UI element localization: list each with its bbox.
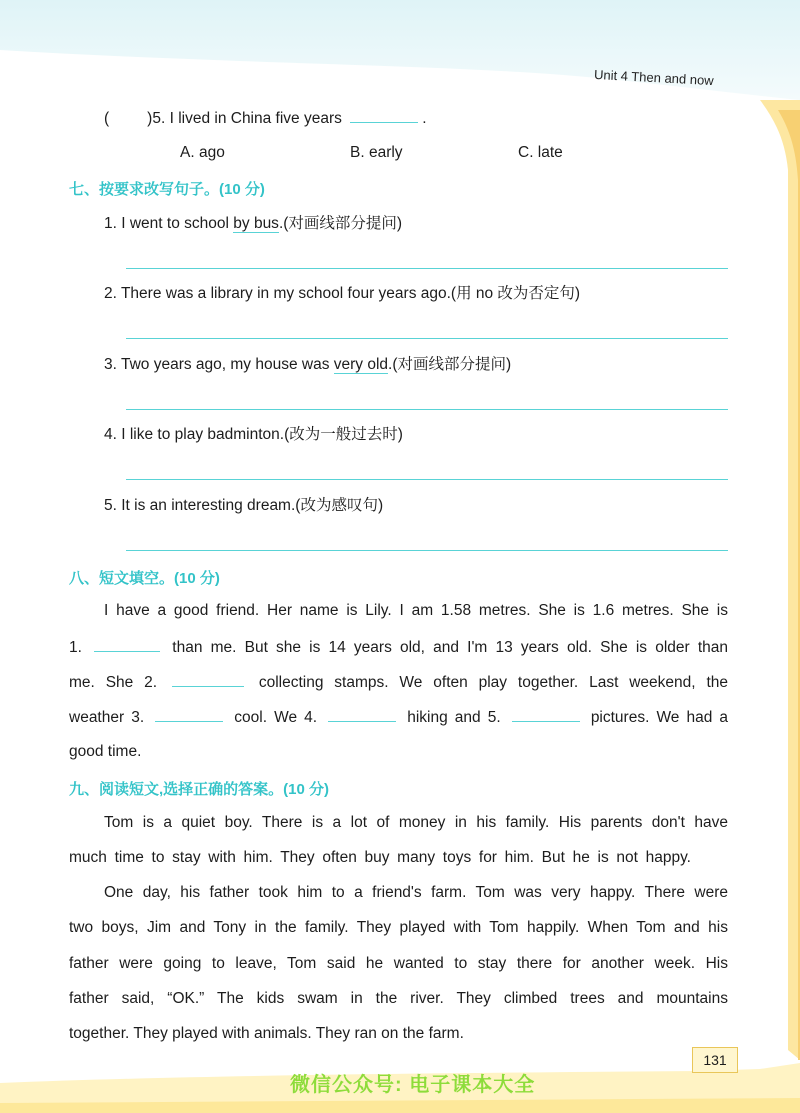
question-number: )5.: [147, 110, 166, 127]
blank-5[interactable]: [512, 707, 580, 722]
item-number: 5.: [104, 497, 117, 514]
passage-line-2: [69, 637, 728, 658]
reading-line-4: two boys, Jim and Tony in the family. They played with Tom happily. When Tom and his: [69, 919, 728, 936]
page-number: 131: [692, 1047, 738, 1073]
reading-line-1: Tom is a quiet boy. There is a lot of money in his family. His parents don't have: [104, 814, 728, 831]
reading-line-2: much time to stay with him. They often buy many toys for him. But he is not happy.: [69, 849, 691, 866]
reading-line-7: together. They played with animals. They ran on the farm.: [69, 1025, 464, 1042]
item-text: I like to play badminton.(改为一般过去时): [121, 426, 403, 443]
answer-line-4[interactable]: [126, 479, 728, 480]
item-number: 2.: [104, 285, 117, 302]
passage-text: pictures. We had a: [590, 709, 729, 726]
item-text: There was a library in my school four years ago.(用 no 改为否定句): [120, 285, 581, 302]
passage-line-4: [69, 707, 728, 728]
blank-2[interactable]: [172, 672, 244, 687]
watermark: 微信公众号: 电子课本大全: [290, 1074, 536, 1096]
header-wave-decoration: [0, 0, 800, 110]
reading-line-6: father said, “OK.” The kids swam in the river. They climbed trees and mountains: [69, 990, 728, 1007]
item-number: 1.: [104, 215, 117, 232]
option-c[interactable]: C. late: [518, 144, 563, 161]
item-instruction: .(对画线部分提问): [278, 215, 403, 232]
item-text: Two years ago, my house was: [120, 356, 334, 373]
option-b[interactable]: B. early: [350, 144, 403, 161]
item-number: 3.: [104, 356, 117, 373]
passage-text: cool. We 4.: [234, 709, 318, 726]
question-end: .: [422, 110, 427, 127]
passage-line-5: good time.: [69, 743, 142, 760]
answer-blank[interactable]: [350, 108, 418, 123]
item-instruction: .(对画线部分提问): [388, 356, 512, 373]
unit-header: Unit 4 Then and now: [593, 66, 715, 89]
page-edge-decoration: [740, 0, 800, 1113]
passage-text: me. She 2.: [69, 674, 158, 691]
passage-text: hiking and 5.: [407, 709, 501, 726]
answer-paren-open: (: [104, 110, 110, 127]
answer-line-1[interactable]: [126, 268, 728, 269]
passage-line-3: [69, 672, 728, 693]
passage-line-1: I have a good friend. Her name is Lily. I am 1.58 metres. She is 1.6 metres. She is: [104, 602, 728, 619]
section-7-title: 七、按要求改写句子。(10 分): [69, 181, 265, 198]
reading-line-5: father were going to leave, Tom said he wanted to stay there for another week. His: [69, 955, 728, 972]
item-text: I went to school: [121, 215, 234, 232]
blank-3[interactable]: [155, 707, 223, 722]
answer-line-2[interactable]: [126, 338, 728, 339]
passage-text: collecting stamps. We often play together. Last weekend, the: [258, 674, 729, 691]
section-8-title: 八、短文填空。(10 分): [69, 570, 220, 587]
answer-line-5[interactable]: [126, 550, 728, 551]
underlined-phrase: very old: [333, 356, 389, 373]
passage-text: than me. But she is 14 years old, and I'm 13 years old. She is older than: [172, 639, 729, 656]
blank-number: 1.: [69, 639, 82, 656]
question-text: I lived in China five years: [169, 110, 342, 127]
reading-line-3: One day, his father took him to a friend's farm. Tom was very happy. There were: [104, 884, 728, 901]
rewrite-item-2: [104, 284, 724, 304]
option-a[interactable]: A. ago: [180, 144, 225, 161]
blank-1[interactable]: [94, 637, 160, 652]
answer-line-3[interactable]: [126, 409, 728, 410]
item-text: It is an interesting dream.(改为感叹句): [121, 497, 384, 514]
item-number: 4.: [104, 426, 117, 443]
question-6-5: [104, 108, 464, 129]
underlined-phrase: by bus: [233, 215, 279, 232]
rewrite-item-1: [104, 214, 724, 234]
rewrite-item-4: [104, 425, 724, 445]
blank-4[interactable]: [328, 707, 396, 722]
rewrite-item-5: [104, 496, 724, 516]
rewrite-item-3: [104, 355, 724, 375]
section-9-title: 九、阅读短文,选择正确的答案。(10 分): [69, 781, 330, 798]
passage-text: weather 3.: [69, 709, 145, 726]
